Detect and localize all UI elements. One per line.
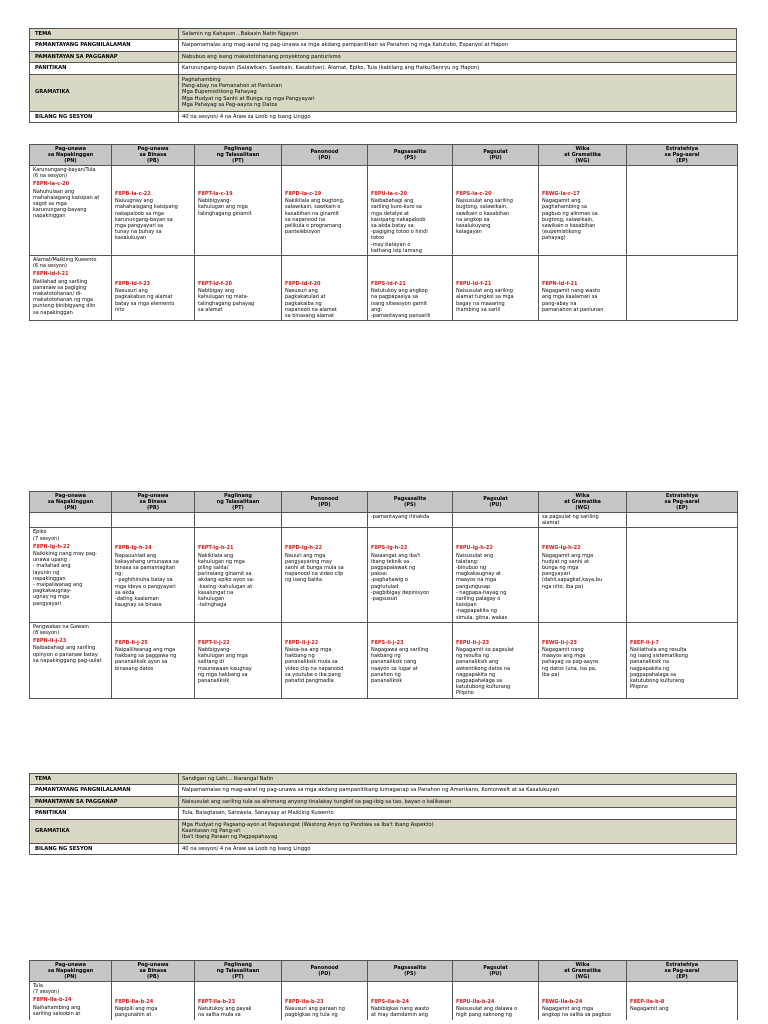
continuation-cell — [453, 513, 539, 528]
value-tema: Sandigan ng Lahi… Ikarangal Natin — [179, 774, 737, 785]
continuation-cell: -pamantayang itinakda — [368, 513, 453, 528]
competency-code: F8PS-Ii-j-23 — [371, 639, 404, 646]
competency-code: F8PN-Id-f-21 — [542, 281, 578, 288]
row-sesyon — [30, 111, 737, 122]
header-pb: Pag-unawa sa Binasa (PB) — [112, 492, 195, 513]
continuation-cell — [112, 513, 195, 528]
header-pt: Paglinang ng Talasalitaan (PT) — [195, 961, 282, 982]
competency-cell — [627, 622, 738, 698]
competency-code: F8PN-Ia-c-20 — [33, 181, 70, 188]
competency-code: F8PT-Ia-c-19 — [198, 191, 233, 197]
header-ps: Pagsasalita (PS) — [368, 492, 453, 513]
header-pd: Panonood (PD) — [282, 961, 368, 982]
competency-code: F8PS-Id-f-21 — [371, 281, 406, 288]
continuation-cell — [195, 513, 282, 528]
competency-cell — [112, 528, 195, 622]
competency-cell — [112, 982, 195, 1020]
value-sesyon: 40 na sesyon/ 4 na Araw sa Loob ng Isang Linggo — [179, 111, 737, 122]
row-gramatika — [30, 74, 737, 111]
section-title: Karunungang-bayan/Tula (6 na sesyon) — [33, 167, 96, 180]
competency-text: Nakikilala ang kahulugan ng mga piling salita/ pariralang ginamit sa akdang epiko ayon sa: -kasing -kahulugan at kasalungat na kahulugan -talinghaga — [198, 552, 255, 609]
competency-text: Nagagamit ang mga angkop na salita sa pagbuo — [542, 1006, 611, 1019]
value-pagganap: Nabubuo ang isang makatotohanang proyektong panturismo — [179, 51, 737, 62]
header-pt: Paglinang ng Talasalitaan (PT) — [195, 145, 282, 166]
header-pn: Pag-unawa sa Napakinggan (PN) — [30, 145, 112, 166]
section-cell — [30, 256, 112, 321]
competency-cell — [539, 256, 627, 321]
competency-code: F8PT-Ig-h-21 — [198, 545, 234, 552]
competency-code: F8PT-Ii-j-22 — [198, 639, 230, 646]
competency-text: Naisusulat ang sariling bugtong, salawikain, sawikain o kasabihan na angkop sa kasalukuyang kalagayan — [456, 198, 513, 236]
grid-header-row — [30, 492, 738, 513]
competency-cell — [368, 622, 453, 698]
header-ps: Pagsasalita (PS) — [368, 145, 453, 166]
competency-code: F8PD-Ig-h-22 — [285, 545, 322, 552]
label-tema: TEMA — [30, 774, 179, 785]
competency-text: Naiaangat ang iba't ibang teknik sa pagpapalawak ng paksa: -paghahawig o pagtutulad -pagbibigay depinisyon -pagsusuri — [371, 552, 430, 603]
section-cell — [30, 528, 112, 622]
competency-text: Nagagamit sa pagsulat ng resulta ng pananaliksik ang awtentikong datos na nagpapakita ng pagpapahalaga sa katutubong kulturang Pilipino — [456, 647, 514, 697]
competency-text: Napauunlad ang kakayahang umunawa sa binasa sa pamamagitan ng: - paghihinuha batay sa mga ideya o pangyayari sa akda -dating kaalaman kaugnay sa binasa — [115, 552, 179, 609]
competency-grid-1 — [29, 144, 738, 321]
competency-cell — [112, 622, 195, 698]
header-wg: Wika at Gramatika (WG) — [539, 961, 627, 982]
competency-text: Naiilathala ang resulta ng isang sistematikong pananaliksik na nagpapakita ng pagpapahalaga sa katutubong kulturang Pilipino — [630, 647, 688, 691]
competency-code: F8PU-Id-f-21 — [456, 281, 492, 288]
header-ep: Estratehiya sa Pag-aaral (EP) — [627, 492, 738, 513]
competency-cell — [195, 528, 282, 622]
competency-cell — [195, 166, 282, 256]
row-sesyon — [30, 843, 737, 854]
competency-code: F8PT-IIa-b-23 — [198, 999, 236, 1005]
competency-code: F8PB-Ia-c-22 — [115, 191, 151, 197]
continuation-cell — [282, 513, 368, 528]
competency-code: F8PT-Id-f-20 — [198, 281, 232, 288]
competency-text: Naikikinig nang may pag- unawa upang : - mailahad ang layunin ng napakinggan - maipaliwanag ang pagkakaugnay- ugnay ng mga pangyayari — [33, 551, 97, 607]
section-row — [30, 166, 738, 256]
competency-code: F8WG-Ia-c-17 — [542, 191, 580, 197]
section-cell — [30, 982, 112, 1020]
competency-text: Nauuri ang mga pangyayaring may sanhi at bunga mula sa napanood na video clip ng isang balita — [285, 552, 344, 584]
competency-cell — [627, 256, 738, 321]
competency-text: Nagagamit nang wasto ang mga kaalaman sa pang-abay na pamanahon at panlunan — [542, 288, 604, 313]
continuation-cell — [627, 513, 738, 528]
competency-grid-2 — [29, 491, 738, 699]
competency-cell — [282, 982, 368, 1020]
section-row — [30, 982, 738, 1020]
competency-text: Naisusulat ang sariling alamat tungkol sa mga bagay na maaaring ihambing sa sarili — [456, 288, 514, 313]
value-gramatika-cell — [179, 819, 737, 843]
competency-code: F8PS-Ig-h-22 — [371, 545, 408, 552]
competency-cell — [368, 166, 453, 256]
row-pangnilalaman — [30, 40, 737, 51]
competency-text: Nakikilala ang bugtong, salawikain, sawikain o kasabihan na ginamit sa napanood na pelikula o programang pantelebisyon — [285, 198, 345, 236]
grid-header-row — [30, 145, 738, 166]
row-gramatika — [30, 819, 737, 843]
header-pb: Pag-unawa sa Binasa (PB) — [112, 961, 195, 982]
competency-code: F8PD-IIa-b-23 — [285, 999, 324, 1005]
label-gramatika: GRAMATIKA — [30, 74, 179, 111]
label-panitikan: PANITIKAN — [30, 808, 179, 819]
continuation-row — [30, 513, 738, 528]
competency-code: F8PN-Ii-j-23 — [33, 638, 67, 645]
header-pu: Pagsulat (PU) — [453, 492, 539, 513]
competency-text: Nagagamit ang — [630, 1006, 669, 1013]
competency-text: Nabibigyang- kahulugan ang mga salitang di maunawaan kaugnay ng mga hakbang sa pananaliksik — [198, 647, 252, 685]
competency-cell — [195, 622, 282, 698]
competency-text: Naisa-isa ang mga hakbang ng pananaliksik mula sa video clip na napanood sa youtube o iba pang pahatid pangmadla — [285, 647, 344, 685]
competency-cell — [453, 982, 539, 1020]
competency-cell — [539, 982, 627, 1020]
competency-code: F8EP-Ii-j-7 — [630, 639, 659, 646]
header-pb: Pag-unawa sa Binasa (PB) — [112, 145, 195, 166]
competency-code: F8PU-Ig-h-22 — [456, 545, 493, 552]
competency-text: Naibabahagi ang sariling kuro-kuro sa mga detalye at kaisipang nakapaloob sa akda batay sa: -pagiging totoo o hindi totoo -may batayan o kathang isip lamang — [371, 198, 428, 254]
row-panitikan — [30, 63, 737, 74]
competency-text: Nagagamit ang mga hudyat ng sanhi at bunga ng mga pangyayari (dahil,sapagkat,kaya,bu nga nito, iba pa) — [542, 552, 603, 590]
competency-cell — [368, 256, 453, 321]
competency-code: F8PU-Ia-c-20 — [371, 191, 408, 197]
competency-code: F8WG-Ii-j-23 — [542, 639, 577, 646]
section-title: Alamat/Maikling Kuwento (6 na sesyon) — [33, 257, 97, 270]
competency-cell — [112, 256, 195, 321]
header-ps: Pagsasalita (PS) — [368, 961, 453, 982]
unit2-info-table — [29, 773, 737, 855]
label-sesyon: BILANG NG SESYON — [30, 843, 179, 854]
competency-cell — [282, 528, 368, 622]
competency-cell — [539, 166, 627, 256]
competency-code: F8PB-Ii-j-25 — [115, 639, 148, 646]
competency-cell — [539, 528, 627, 622]
header-ep: Estratehiya sa Pag-aaral (EP) — [627, 145, 738, 166]
competency-code: F8PN-IIa-b-24 — [33, 997, 72, 1004]
competency-text: Nagagawa ang sariling hakbang ng pananaliksik nang naayon sa lugar at panahon ng pananaliksik — [371, 647, 429, 685]
value-pangnilalaman: Naipamamalas ng mag-aaral ng pag-unawa sa mga akdang pampanitikang lumaganap sa Panahon ng Amerikano, Komonwelt at sa Kasalukuyan — [179, 785, 737, 796]
value-gramatika-cell — [179, 74, 737, 111]
competency-code: F8PN-Ig-h-22 — [33, 543, 70, 550]
section-cell — [30, 166, 112, 256]
competency-code: F8PD-Id-f-20 — [285, 281, 321, 288]
competency-cell — [453, 622, 539, 698]
row-pagganap — [30, 796, 737, 807]
value-pagganap: Naisusulat ang sariling tula sa alinmang anyong tinalakay tungkol sa pag-ibig sa tao, bayan o kalikasan — [179, 796, 737, 807]
competency-cell — [368, 982, 453, 1020]
unit1-info-table — [29, 28, 737, 123]
competency-text: Naisusulat ang talatang: -binubuo ng magkakaugnay at maayos na mga pangungusap - nagpapa-hayag ng sariling palagay o kaisipan -nagpapakita ng simula, gitna, wakas — [456, 552, 508, 621]
value-pangnilalaman: Naipamamalas ang mag-aaral ng pag-unawa sa mga akdang pampanitikan sa Panahon ng mga Katutubo, Espanyol at Hapon — [179, 40, 737, 51]
competency-cell — [627, 982, 738, 1020]
competency-grid-3 — [29, 960, 738, 1020]
value-gramatika: Mga Hudyat ng Pagsang-ayon at Pagsalungat (Wastong Anyo ng Pandiwa sa Iba't ibang Aspekto) Kaantasan ng Pang-uri Iba't ibang Paraan ng Pagpapahayag — [182, 821, 434, 841]
competency-text: Naisusulat ang dalawa o higit pang saknong ng — [456, 1006, 518, 1019]
competency-cell — [282, 622, 368, 698]
row-tema — [30, 774, 737, 785]
competency-cell — [282, 166, 368, 256]
label-pagganap: PAMANTAYAN SA PAGGANAP — [30, 51, 179, 62]
section-cell — [30, 622, 112, 698]
competency-code: F8PS-IIa-b-24 — [371, 999, 410, 1005]
competency-cell — [282, 256, 368, 321]
competency-code: F8PB-Id-f-23 — [115, 281, 151, 288]
competency-text: Nagagamit ang paghahambing sa pagbuo ng alinman sa bugtong, salawikain, sawikain o kasabihan (eupemistikong pahayag) — [542, 198, 598, 242]
section-title: Epiko (7 sesyon) — [33, 529, 60, 542]
header-ep: Estratehiya sa Pag-aaral (EP) — [627, 961, 738, 982]
competency-code: F8PU-Ii-j-23 — [456, 639, 490, 646]
competency-text: Nasusuri ang pagkakabuo ng alamat batay sa mga elemento nito — [115, 288, 175, 313]
competency-text: Naibabahagi ang sariling opinyon o pananaw batay sa napakinggang pag-uulat — [33, 645, 102, 664]
section-title: Tula (7 sesyon) — [33, 983, 60, 996]
competency-cell — [195, 982, 282, 1020]
section-row — [30, 528, 738, 622]
competency-text: Nasusuri ang pagkakatulad at pagkakaiba ng napanood na alamat sa binasang alamat — [285, 288, 337, 320]
competency-text: Nabibigkas nang wasto at may damdamin ang — [371, 1006, 430, 1019]
header-pt: Paglinang ng Talasalitaan (PT) — [195, 492, 282, 513]
section-row — [30, 622, 738, 698]
label-sesyon: BILANG NG SESYON — [30, 111, 179, 122]
competency-code: F8PB-IIa-b-24 — [115, 999, 154, 1005]
competency-text: Naihahambing ang sariling saloobin at — [33, 1004, 81, 1017]
label-pagganap: PAMANTAYAN SA PAGGANAP — [30, 796, 179, 807]
competency-cell — [453, 166, 539, 256]
competency-text: Naiilahad ang sariling pananaw sa pagiging makatotohanan/ di- makatotohanan ng mga puntong binibigyang diin sa napakinggan — [33, 278, 96, 316]
competency-code: F8PS-Ia-c-20 — [456, 191, 492, 197]
header-pu: Pagsulat (PU) — [453, 145, 539, 166]
row-panitikan — [30, 808, 737, 819]
competency-code: F8EP-IIa-b-8 — [630, 999, 665, 1005]
header-wg: Wika at Gramatika (WG) — [539, 145, 627, 166]
competency-cell — [539, 622, 627, 698]
competency-cell — [368, 528, 453, 622]
value-tema: Salamin ng Kahapon…Bakasin Natin Ngayon — [179, 29, 737, 40]
continuation-cell — [30, 513, 112, 528]
value-panitikan: Tula, Balagtasan, Sarswela, Sanaysay at Maikling Kuwento — [179, 808, 737, 819]
section-row — [30, 256, 738, 321]
competency-code: F8PB-Ig-h-24 — [115, 545, 152, 552]
label-pangnilalaman: PAMANTAYANG PANGNILALAMAN — [30, 785, 179, 796]
competency-cell — [195, 256, 282, 321]
row-pangnilalaman — [30, 785, 737, 796]
row-pagganap — [30, 51, 737, 62]
grid-header-row — [30, 961, 738, 982]
label-panitikan: PANITIKAN — [30, 63, 179, 74]
header-pd: Panonood (PD) — [282, 492, 368, 513]
continuation-cell: sa pagsulat ng sariling alamat — [539, 513, 627, 528]
competency-cell — [112, 166, 195, 256]
header-pd: Panonood (PD) — [282, 145, 368, 166]
header-pn: Pag-unawa sa Napakinggan (PN) — [30, 961, 112, 982]
label-pangnilalaman: PAMANTAYANG PANGNILALAMAN — [30, 40, 179, 51]
competency-text: Natutukoy ang angkop na pagpapasiya sa isang sitwasyon gamit ang: -pamantayang pansarili — [371, 288, 431, 320]
competency-code: F8PD-Ii-j-22 — [285, 639, 319, 646]
competency-code: F8WG-Ig-h-22 — [542, 545, 581, 552]
label-tema: TEMA — [30, 29, 179, 40]
competency-text: Nasusuri ang paraan ng pagbigkas ng tula ng — [285, 1006, 345, 1019]
value-panitikan: Karunungang-bayan (Salawikain, Sawikain, Kasabihan), Alamat, Epiko, Tula (kabilang ang Haiku/Senryu ng Hapon) — [179, 63, 737, 74]
competency-cell — [453, 256, 539, 321]
header-pn: Pag-unawa sa Napakinggan (PN) — [30, 492, 112, 513]
competency-cell — [453, 528, 539, 622]
competency-text: Nagagamit nang maayos ang mga pahayag sa pag-aayos ng datos (una, isa pa, iba pa) — [542, 647, 599, 678]
value-gramatika: Paghahambing Pang-abay na Pamanahon at Panlunan Mga Eupemistikong Pahayag Mga Hudyat ng Sanhi at Bunga ng mga Pangyayari Mga Pahayag sa Pag-aayos ng Datos — [182, 76, 315, 109]
competency-text: Nahuhulaan ang mahahalagang kaisipan at sagot sa mga karunungang-bayang napakinggan — [33, 188, 100, 220]
competency-cell — [627, 166, 738, 256]
competency-text: Napipili ang mga pangunahin at — [115, 1006, 158, 1019]
competency-code: F8WG-IIa-b-24 — [542, 999, 583, 1005]
label-gramatika: GRAMATIKA — [30, 819, 179, 843]
competency-code: F8PD-Ia-c-19 — [285, 191, 322, 197]
competency-text: Nabibigay ang kahulugan ng mata- talinghagang pahayag sa alamat — [198, 288, 255, 313]
section-title: Pangwakas na Gawain (8 sesyon) — [33, 623, 89, 637]
competency-text: Naiuugnay ang mahahalagang kaisipang nakapaloob sa mga karunungang-bayan sa mga pangyayari sa tunay na buhay sa kasalukuyan — [115, 198, 178, 242]
competency-code: F8PN-Id-f-21 — [33, 271, 69, 278]
value-sesyon: 40 na sesyon/ 4 na Araw sa Loob ng Isang Linggo — [179, 843, 737, 854]
competency-code: F8PU-IIa-b-24 — [456, 999, 495, 1005]
competency-text: Natutukoy ang payak na salita mula sa — [198, 1006, 252, 1019]
competency-text: Nabibigyang- kahulugan ang mga talinghagang ginamit — [198, 198, 252, 217]
header-wg: Wika at Gramatika (WG) — [539, 492, 627, 513]
competency-text: Naipaliliwanag ang mga hakbang sa paggawa ng pananaliksik ayon sa binasang datos — [115, 647, 177, 672]
competency-cell — [627, 528, 738, 622]
header-pu: Pagsulat (PU) — [453, 961, 539, 982]
row-tema — [30, 29, 737, 40]
